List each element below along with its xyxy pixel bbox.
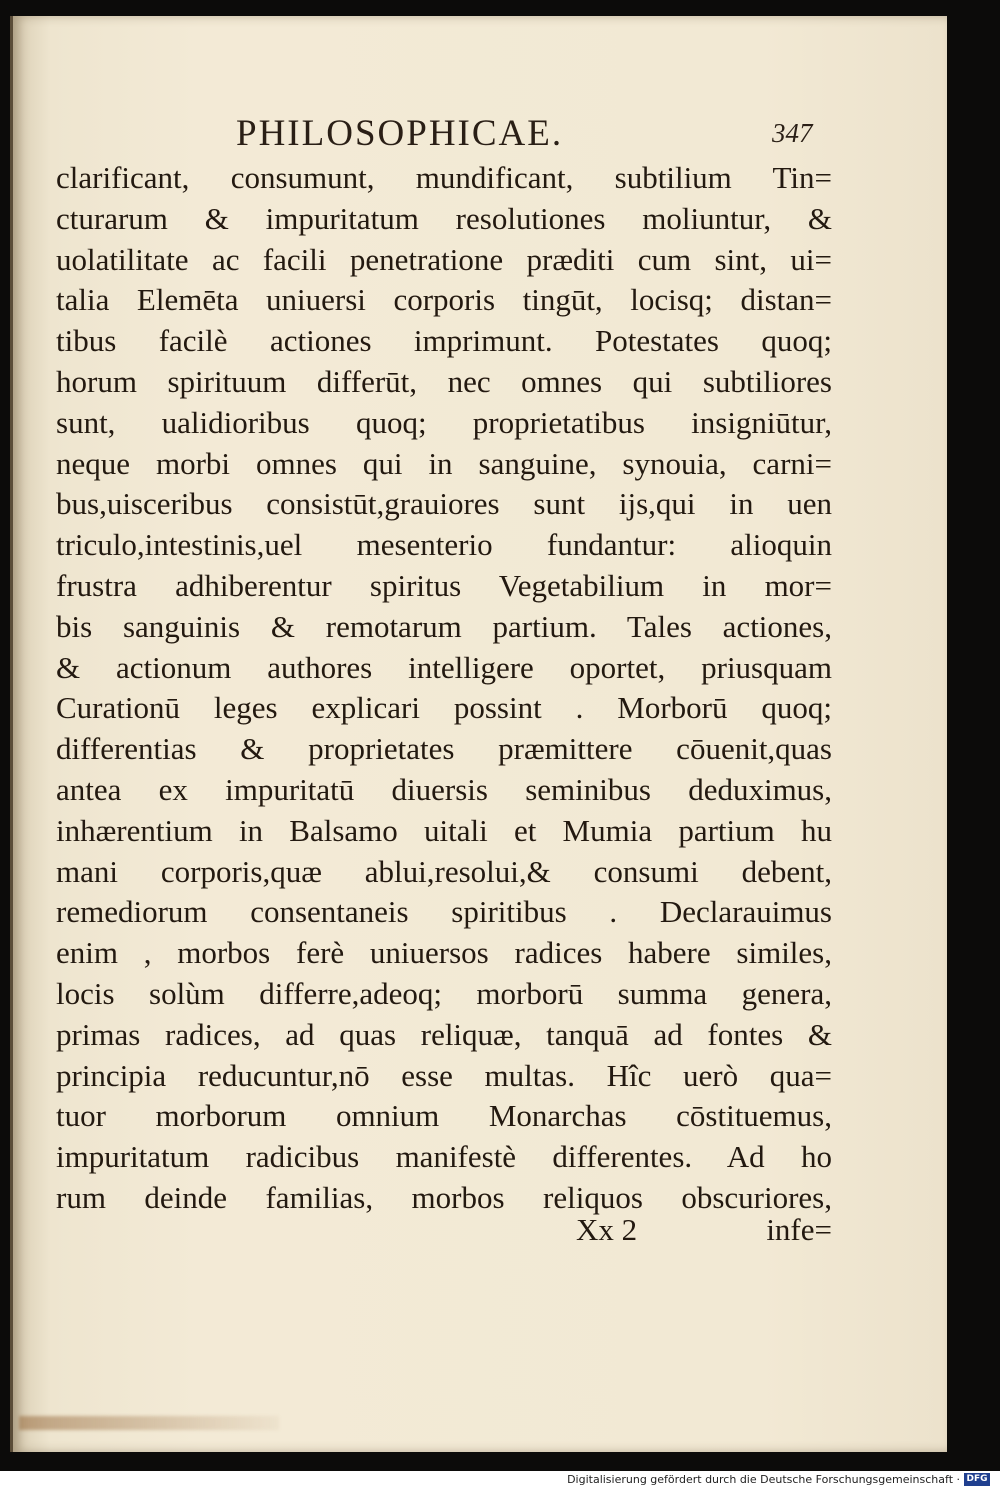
page-stain	[19, 1416, 279, 1430]
catchword: infe=	[766, 1212, 832, 1247]
text-line: locis solùm differre,adeoq; morborū summa genera,	[56, 975, 832, 1011]
page-footer-line	[56, 1212, 832, 1252]
text-line: mani corporis,quæ ablui,resolui,& consumi debent,	[56, 853, 832, 889]
credit-bar	[0, 1471, 1000, 1490]
text-line: tuor morborum omnium Monarchas cōstituemus,	[56, 1098, 832, 1134]
text-line: impuritatum radicibus manifestè differentes. Ad ho	[56, 1139, 832, 1175]
text-line: bus,uisceribus consistūt,grauiores sunt ijs,qui in uen	[56, 486, 832, 522]
signature-mark: Xx 2	[576, 1212, 638, 1247]
text-line: frustra adhiberentur spiritus Vegetabilium in mor=	[56, 567, 832, 603]
text-line: cturarum & impuritatum resolutiones moliuntur, &	[56, 200, 832, 236]
text-line: horum spirituum differūt, nec omnes qui subtiliores	[56, 363, 832, 399]
text-line: uolatilitate ac facili penetratione præditi cum sint, ui=	[56, 241, 832, 277]
text-line: Curationū leges explicari possint . Morborū quoq;	[56, 690, 832, 726]
text-line: inhærentium in Balsamo uitali et Mumia partium hu	[56, 812, 832, 848]
running-head: PHILOSOPHICAE.	[236, 113, 564, 154]
text-line: tibus facilè actiones imprimunt. Potestates quoq;	[56, 323, 832, 359]
text-line: & actionum authores intelligere oportet, priusquam	[56, 649, 832, 685]
page-number: 347	[772, 118, 813, 148]
text-line: enim , morbos ferè uniuersos radices habere similes,	[56, 935, 832, 971]
text-line: primas radices, ad quas reliquæ, tanquā ad fontes &	[56, 1016, 832, 1052]
text-line: talia Elemēta uniuersi corporis tingūt, locisq; distan=	[56, 282, 832, 318]
body-text	[56, 158, 832, 1219]
text-line: triculo,intestinis,uel mesenterio fundantur: alioquin	[56, 527, 832, 563]
text-line: sunt, ualidioribus quoq; proprietatibus insigniūtur,	[56, 404, 832, 440]
text-line: clarificant, consumunt, mundificant, subtilium Tin=	[56, 160, 832, 195]
text-line: remediorum consentaneis spiritibus . Declarauimus	[56, 894, 832, 930]
dfg-logo: DFG	[964, 1473, 990, 1486]
text-line: differentias & proprietates præmittere cōuenit,quas	[56, 731, 832, 767]
text-line: principia reducuntur,nō esse multas. Hîc uerò qua=	[56, 1057, 832, 1093]
funding-credit: Digitalisierung gefördert durch die Deutsche Forschungsgemeinschaft ·	[567, 1473, 960, 1486]
text-line: antea ex impuritatū diuersis seminibus deduximus,	[56, 771, 832, 807]
text-line: neque morbi omnes qui in sanguine, synouia, carni=	[56, 445, 832, 481]
text-line: rum deinde familias, morbos reliquos obscuriores,	[56, 1179, 832, 1215]
text-line: bis sanguinis & remotarum partium. Tales actiones,	[56, 608, 832, 644]
